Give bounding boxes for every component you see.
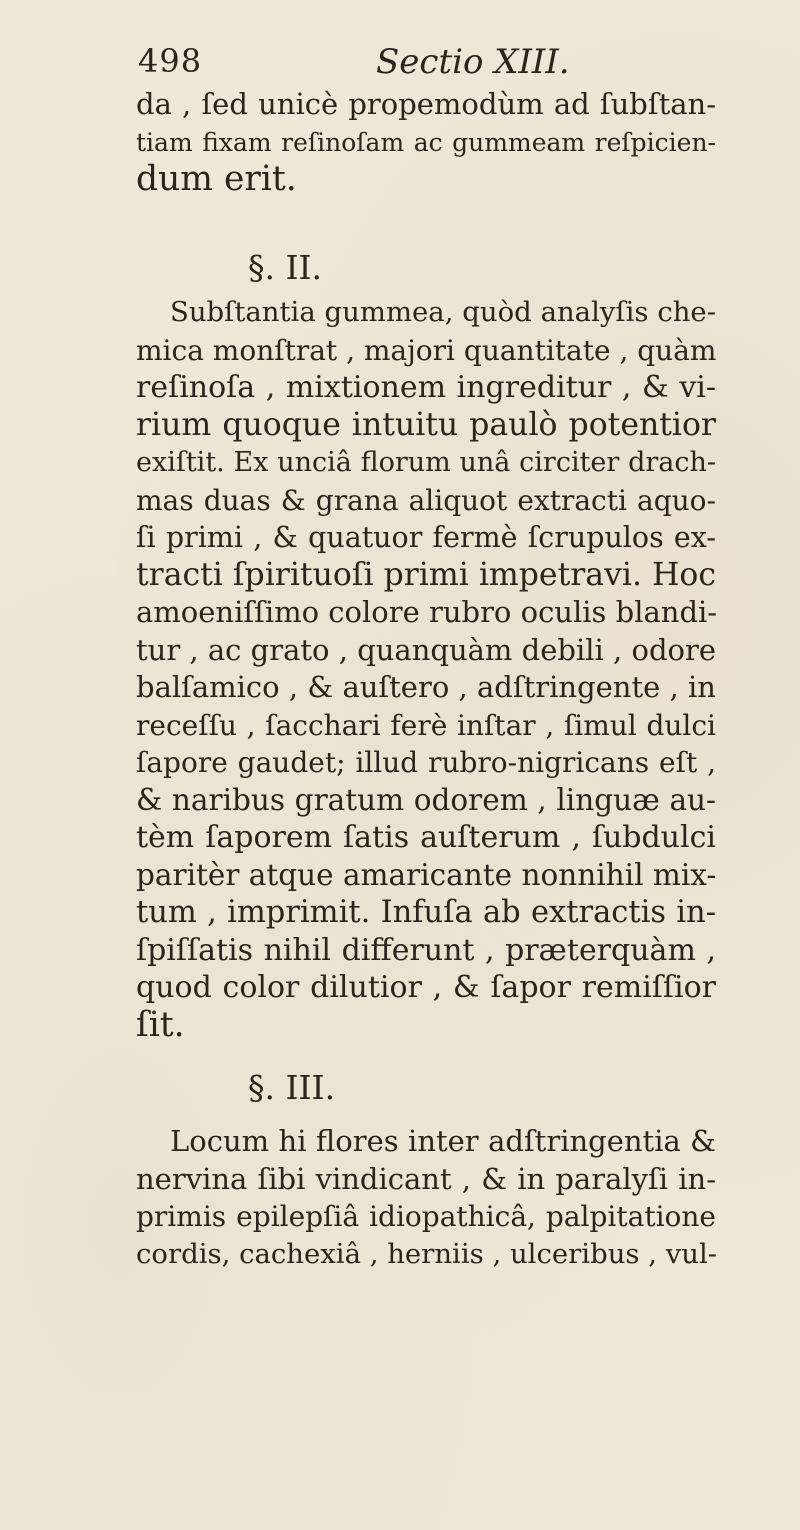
text-line: mica monſtrat , majori quantitate , quàm (136, 333, 717, 367)
text-line: tur , ac grato , quanquàm debili , odore (136, 632, 716, 667)
page-number: 498 (138, 42, 203, 80)
text-line: amoeniſſimo colore rubro oculis blandi- (136, 595, 718, 629)
text-line: nervina ſibi vindicant , & in paralyſi in- (136, 1161, 716, 1196)
text-line: Subſtantia gummea, quòd analyſis che- (170, 296, 716, 328)
text-line: dum erit. (136, 159, 297, 199)
page-header (138, 42, 698, 90)
section-heading: §. II. (248, 248, 323, 287)
text-line: balſamico , & auſtero , adſtringente , in (136, 670, 716, 704)
text-line: tracti ſpirituoſi primi impetravi. Hoc (136, 556, 717, 593)
paragraph-continuation (136, 86, 716, 199)
text-line: mas duas & grana aliquot extracti aquo- (136, 483, 716, 517)
text-line: ſpiſſatis nihil differunt , præterquàm , (136, 932, 716, 968)
text-line: tum , imprimit. Infuſa ab extractis in- (136, 895, 716, 930)
text-line: cordis, cachexiâ , herniis , ulceribus , vul- (136, 1237, 718, 1270)
text-line: tèm ſaporem ſatis auſterum , ſubdulci (136, 820, 716, 855)
text-line: Locum hi flores inter adſtringentia & (170, 1124, 716, 1158)
text-line: primis epilepſiâ idiopathicâ, palpitatione (136, 1200, 716, 1233)
text-line: rium quoque intuitu paulò potentior (136, 406, 716, 443)
text-line: ſi primi , & quatuor fermè ſcrupulos ex- (136, 521, 716, 554)
section-heading: §. III. (248, 1068, 336, 1107)
text-line: ſit. (136, 1004, 185, 1045)
text-line: quod color dilutior , & ſapor remiſſior (136, 970, 716, 1005)
text-line: receſſu , ſacchari ferè inſtar , ſimul dulci (136, 708, 716, 742)
text-line: & naribus gratum odorem , linguæ au- (136, 782, 716, 817)
text-line: ſapore gaudet; illud rubro-nigricans eſt , (136, 746, 716, 779)
text-line: tiam fixam reſinoſam ac gummeam reſpicien- (136, 127, 716, 157)
section-paragraph (136, 1123, 716, 1273)
text-line: da , ſed unicè propemodùm ad ſubſtan- (136, 87, 716, 121)
section-paragraph (136, 294, 716, 1044)
text-line: reſinoſa , mixtionem ingreditur , & vi- (136, 370, 716, 405)
text-line: paritèr atque amaricante nonnihil mix- (136, 857, 717, 892)
running-head: Sectio XIII. (376, 42, 570, 82)
text-line: exiſtit. Ex unciâ florum unâ circiter drach- (136, 447, 716, 478)
